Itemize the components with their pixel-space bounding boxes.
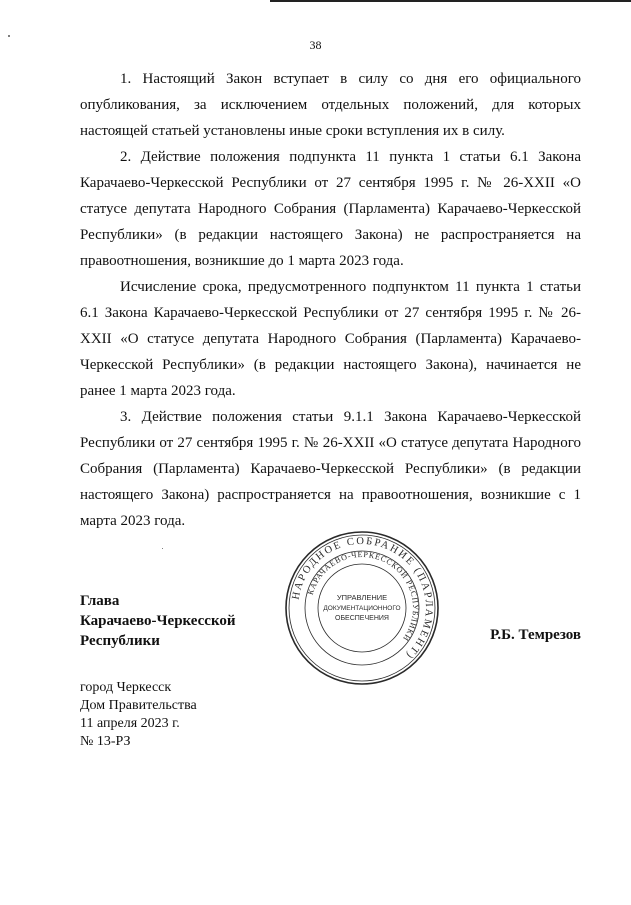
signatory-name: Р.Б. Темрезов xyxy=(490,627,581,643)
footer-place: Дом Правительства xyxy=(80,698,197,713)
seal-outer-text: НАРОДНОЕ СОБРАНИЕ (ПАРЛАМЕНТ) xyxy=(290,535,435,662)
scan-speck xyxy=(8,35,10,37)
page-number: 38 xyxy=(309,38,322,52)
signatory-title-line: Республики xyxy=(80,633,160,649)
document-footer xyxy=(80,679,197,751)
footer-number: № 13-РЗ xyxy=(80,734,131,749)
signatory-title-line: Карачаево-Черкесской xyxy=(80,613,236,629)
signatory-title xyxy=(80,591,236,651)
paragraph-1: 1. Настоящий Закон вступает в силу со дня его официального опубликования, за исключением отдельных положений, для которых настоящей статьей установлены иные сроки вступления их в силу. xyxy=(80,71,581,139)
top-rule xyxy=(270,0,631,2)
signatory-title-line: Глава xyxy=(80,593,120,609)
paragraph-4: 3. Действие положения статьи 9.1.1 Закона Карачаево-Черкесской Республики от 27 сентября 1995 г. № 26-XXII «О статусе депутата Народного Собрания (Парламента) Карачаево-Черкесской Республики» (в редакции настоящего Закона) распространяется на правоотношения, возникшие с 1 марта 2023 года. xyxy=(80,409,581,529)
official-seal xyxy=(282,528,442,688)
seal-center-line: ОБЕСПЕЧЕНИЯ xyxy=(335,615,389,622)
seal-center-line: ДОКУМЕНТАЦИОННОГО xyxy=(323,605,401,612)
seal-inner-text: КАРАЧАЕВО-ЧЕРКЕССКОЙ РЕСПУБЛИКИ xyxy=(305,549,421,644)
paragraph-2: 2. Действие положения подпункта 11 пункта 1 статьи 6.1 Закона Карачаево-Черкесской Республики от 27 сентября 1995 г. № 26-XXII «О статусе депутата Народного Собрания (Парламента) Карачаево-Черкесской Республики» (в редакции настоящего Закона) не распространяется на правоотношения, возникшие до 1 марта 2023 года. xyxy=(80,149,581,269)
scan-speck xyxy=(162,548,163,549)
seal-center-line: УПРАВЛЕНИЕ xyxy=(336,593,388,602)
footer-date: 11 апреля 2023 г. xyxy=(80,716,180,731)
document-body xyxy=(80,66,581,534)
footer-city: город Черкесск xyxy=(80,680,172,695)
seal-graphic xyxy=(282,528,442,688)
paragraph-3: Исчисление срока, предусмотренного подпунктом 11 пункта 1 статьи 6.1 Закона Карачаево-Черкесской Республики от 27 сентября 1995 г. № 26-XXII «О статусе депутата Народного Собрания (Парламента) Карачаево-Черкесской Республики» (в редакции настоящего Закона), начинается не ранее 1 марта 2023 года. xyxy=(80,279,581,399)
